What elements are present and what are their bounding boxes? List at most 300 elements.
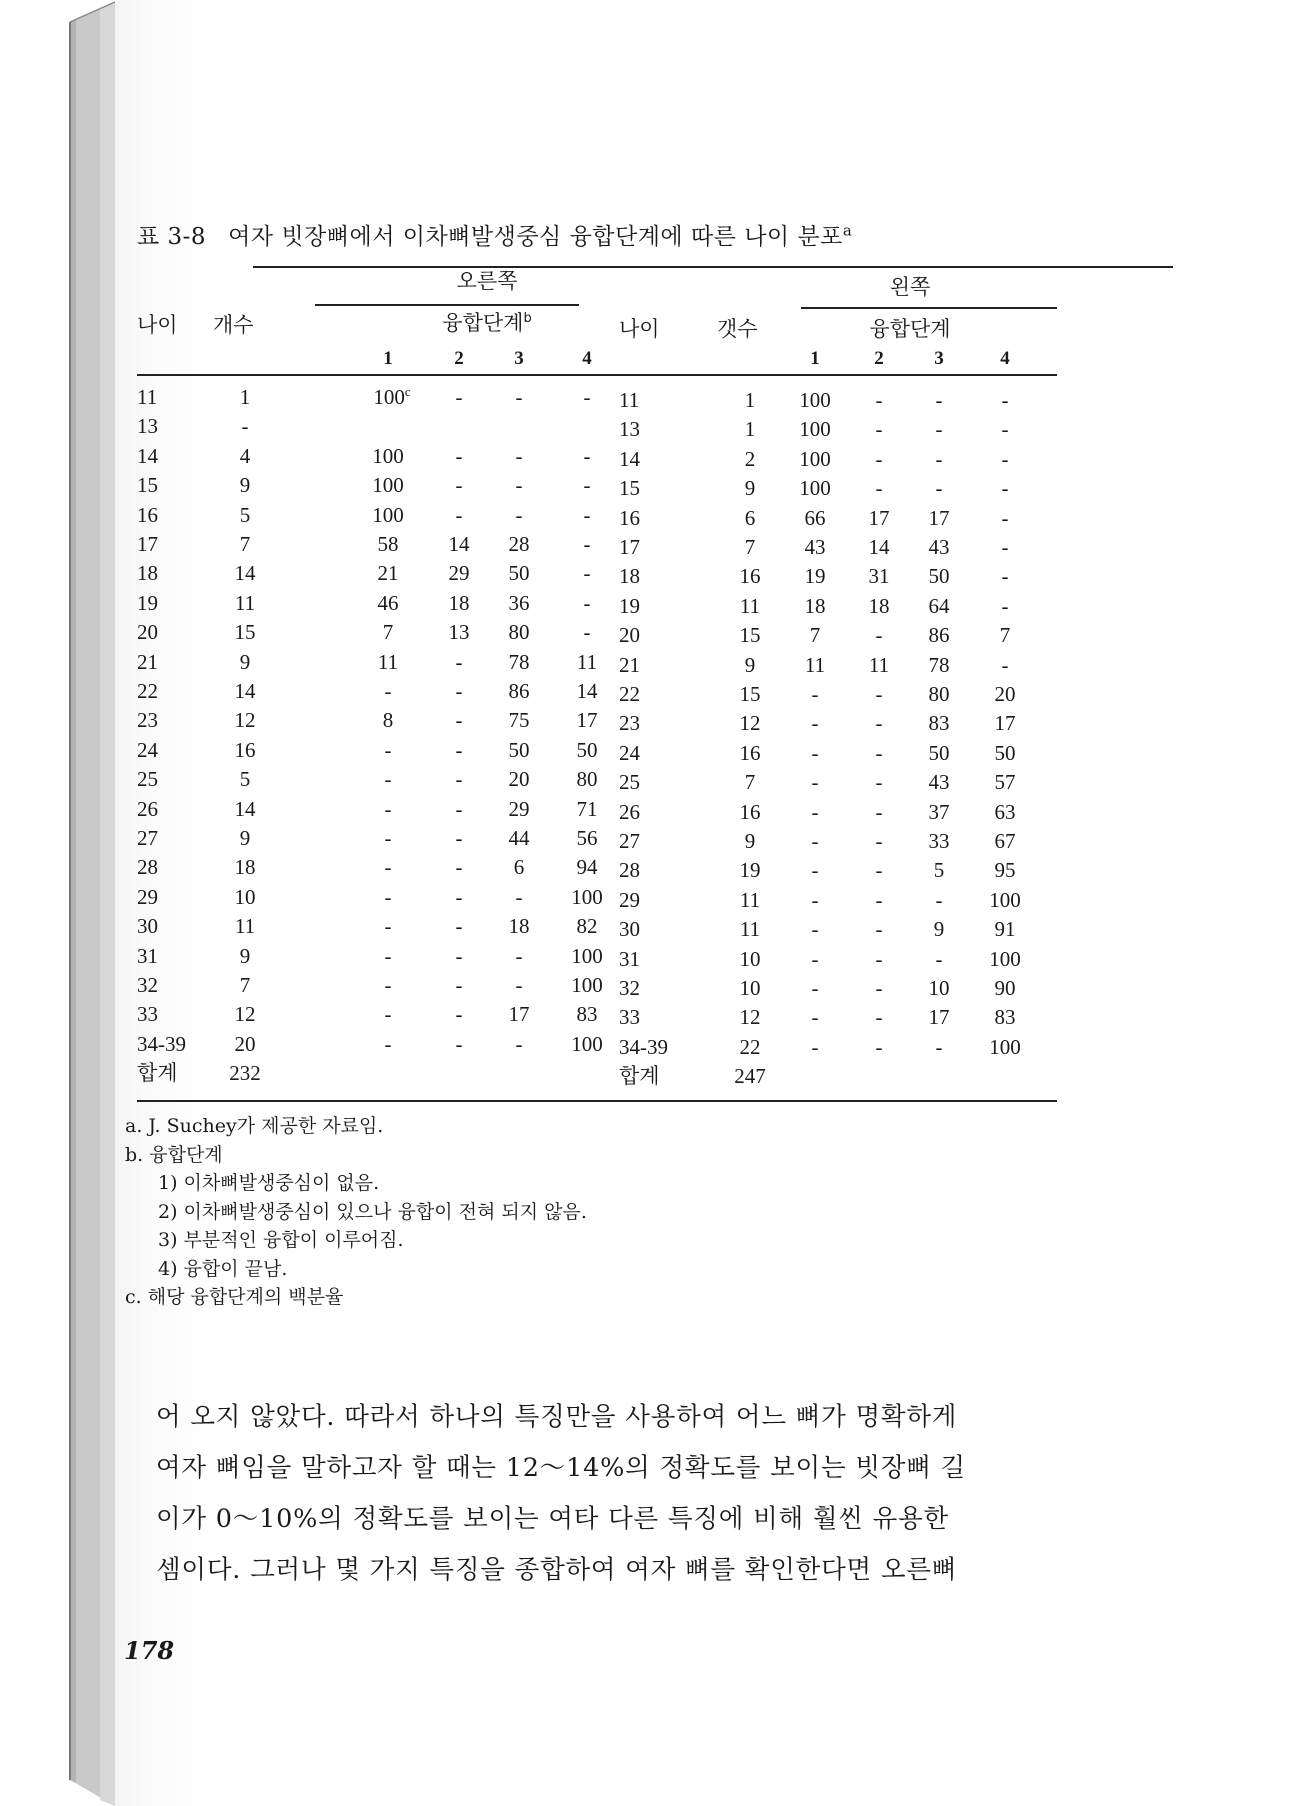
stage-value-right: -: [455, 796, 463, 821]
row-count-left: 11: [739, 887, 761, 912]
body-line: 여자 뼈임을 말하고자 할 때는 12～14%의 정확도를 보이는 빗장뼈 길: [156, 1453, 966, 1483]
row-age-right: 18: [137, 561, 158, 586]
row-age-right: 25: [137, 767, 158, 792]
stage-value-left: 37: [928, 799, 950, 824]
stage-value-right: -: [515, 1031, 523, 1056]
stage-value-left: -: [875, 711, 883, 736]
row-age-left: 15: [619, 476, 640, 501]
stage-value-right: 7: [382, 620, 394, 645]
row-age-right: 19: [137, 590, 158, 615]
stage-value-right: -: [384, 943, 392, 968]
stage-value-right: 100: [372, 443, 404, 468]
row-age-left: 24: [619, 740, 640, 765]
row-count-left: 11: [739, 593, 761, 618]
stage-number-left: 2: [874, 348, 884, 369]
stage-value-left: -: [811, 682, 819, 706]
stage-value-right: -: [455, 679, 463, 703]
row-count-right: 14: [234, 679, 256, 703]
stage-value-right: -: [583, 473, 591, 498]
stage-value-right: 100: [372, 502, 404, 527]
stage-value-right: 20: [508, 767, 530, 792]
footnote-line: 1) 이차뼈발생중심이 없음.: [158, 1172, 380, 1194]
stage-value-left: 100: [989, 1034, 1021, 1059]
stage-value-right: -: [455, 973, 463, 997]
stage-value-right: -: [515, 973, 523, 997]
stage-value-left: -: [875, 946, 883, 971]
stage-value-right: 46: [377, 590, 399, 615]
percent-footnote-mark: c: [404, 384, 411, 399]
row-count-right: 9: [239, 826, 251, 850]
table-footnotes: [125, 1112, 1025, 1312]
row-age-right: 21: [137, 649, 158, 674]
stage-value-right: -: [384, 767, 392, 792]
stage-value-right: 36: [508, 590, 530, 615]
stage-value-right: 100: [372, 473, 404, 498]
row-count-right: 14: [234, 561, 256, 586]
row-age-right: 14: [137, 443, 158, 468]
stage-value-left: 78: [928, 652, 950, 677]
stage-value-right: -: [455, 649, 463, 674]
row-count-right: 20: [234, 1031, 256, 1056]
row-age-left: 29: [619, 887, 640, 912]
stage-value-right: -: [515, 473, 523, 498]
stage-value-right: -: [384, 914, 392, 939]
stage-value-left: -: [1001, 564, 1009, 589]
row-count-right: 5: [239, 502, 251, 527]
stage-value-left: -: [875, 917, 883, 942]
stage-value-right: -: [515, 385, 523, 409]
count-header-left: 갯수: [717, 317, 758, 341]
stage-value-right: -: [384, 826, 392, 850]
row-count-left: 15: [739, 623, 761, 648]
stage-value-right: -: [455, 502, 463, 527]
stage-value-right: 28: [508, 532, 530, 556]
stage-value-left: 100: [799, 446, 831, 471]
stage-value-right: -: [515, 502, 523, 527]
footnote-line: 3) 부분적인 융합이 이루어짐.: [158, 1229, 404, 1251]
stage-value-left: 33: [928, 829, 950, 853]
row-age-left: 33: [619, 1005, 640, 1030]
stage-value-right: 18: [508, 914, 530, 939]
row-count-right: 7: [239, 532, 251, 556]
stage-value-right: 71: [576, 796, 598, 821]
stage-value-left: 50: [928, 740, 950, 765]
stage-value-right: 56: [576, 826, 598, 850]
stage-value-left: -: [811, 887, 819, 912]
stage-value-right: 80: [576, 767, 598, 792]
row-age-right: 29: [137, 884, 158, 909]
table-title: [137, 218, 1187, 251]
stage-value-left: 66: [804, 505, 826, 530]
row-count-right: 16: [234, 737, 256, 762]
row-age-right: 합계: [137, 1061, 178, 1086]
stage-value-right: -: [455, 826, 463, 850]
stage-value-left: -: [811, 1034, 819, 1059]
stage-number-left: 1: [810, 348, 820, 369]
row-count-left: 19: [739, 858, 761, 883]
stage-value-left: -: [1001, 652, 1009, 677]
row-count-left: 10: [739, 946, 761, 971]
row-age-left: 14: [619, 446, 640, 471]
stage-value-left: 100: [799, 476, 831, 501]
stage-value-left: -: [811, 858, 819, 883]
row-count-right: 11: [234, 914, 256, 939]
row-age-right: 30: [137, 914, 158, 939]
stage-value-right: -: [455, 767, 463, 792]
stage-value-right: 78: [508, 649, 530, 674]
stage-value-left: -: [875, 829, 883, 853]
row-age-right: 13: [137, 414, 158, 439]
row-age-right: 11: [137, 385, 158, 409]
row-age-left: 26: [619, 799, 640, 824]
row-count-left: 10: [739, 976, 761, 1000]
row-count-right: 10: [234, 884, 256, 909]
stage-value-right: -: [384, 737, 392, 762]
stage-header-right: 융합단계$^b$: [442, 311, 532, 335]
stage-value-right: -: [583, 620, 591, 645]
stage-value-right: 11: [377, 649, 399, 674]
footnote-line: a. J. Suchey가 제공한 자료임.: [125, 1115, 384, 1137]
stage-number-left: 3: [934, 348, 944, 369]
stage-value-right: -: [583, 385, 591, 409]
table-caption: 여자 빗장뼈에서 이차뼈발생중심 융합단계에 따른 나이 분포: [228, 224, 843, 250]
stage-value-right: -: [455, 385, 463, 409]
title-footnote-mark: a: [842, 221, 853, 240]
count-header-right: 개수: [213, 313, 254, 337]
row-age-left: 19: [619, 593, 640, 618]
row-age-left: 22: [619, 682, 640, 706]
stage-value-right: -: [583, 561, 591, 586]
row-count-right: 12: [234, 708, 256, 733]
right-side-header: 오른쪽: [456, 269, 518, 293]
stage-value-right: 11: [576, 649, 598, 674]
body-paragraph: [156, 1392, 1056, 1596]
right-side-rule: [315, 304, 579, 306]
stage-value-right: 50: [508, 737, 530, 762]
stage-number-left: 4: [1000, 348, 1010, 369]
row-count-left: 1: [744, 417, 756, 442]
row-count-left: 16: [739, 740, 761, 765]
row-age-left: 합계: [619, 1064, 660, 1089]
row-count-right: 9: [239, 473, 251, 498]
stage-value-left: -: [935, 388, 943, 412]
row-age-left: 21: [619, 652, 640, 677]
row-count-left: 9: [744, 476, 756, 501]
stage-value-right: 13: [448, 620, 470, 645]
stage-value-left: -: [875, 1034, 883, 1059]
row-age-right: 23: [137, 708, 158, 733]
row-age-right: 32: [137, 973, 158, 997]
stage-value-right: 14: [448, 532, 470, 556]
stage-number-right: 4: [582, 348, 592, 369]
stage-value-left: -: [935, 887, 943, 912]
row-count-left: 22: [739, 1034, 761, 1059]
row-count-left: 7: [744, 535, 756, 559]
left-side-header: 왼쪽: [889, 275, 931, 299]
stage-value-left: -: [1001, 476, 1009, 501]
stage-value-left: 18: [804, 593, 826, 618]
row-count-left: 12: [739, 1005, 761, 1030]
row-count-right: 14: [234, 796, 256, 821]
stage-value-right: -: [455, 855, 463, 880]
stage-value-left: -: [811, 829, 819, 853]
stage-value-right: -: [384, 679, 392, 703]
age-header-left: 나이: [619, 317, 660, 341]
row-age-right: 31: [137, 943, 158, 968]
stage-value-left: -: [1001, 446, 1009, 471]
stage-value-right: -: [455, 914, 463, 939]
stage-value-left: -: [935, 417, 943, 442]
row-age-left: 32: [619, 976, 640, 1000]
row-count-right: 1: [239, 385, 251, 409]
row-count-right: 7: [239, 973, 251, 997]
row-count-right: 9: [239, 649, 251, 674]
row-count-right: 15: [234, 620, 256, 645]
stage-value-right: -: [455, 737, 463, 762]
header-bottom-rule: [137, 374, 1057, 376]
stage-value-left: 31: [868, 564, 890, 589]
stage-value-left: 7: [999, 623, 1011, 648]
row-count-right: 11: [234, 590, 256, 615]
table-bottom-rule: [137, 1100, 1057, 1102]
row-age-left: 23: [619, 711, 640, 736]
body-line: 셈이다. 그러나 몇 가지 특징을 종합하여 여자 뼈를 확인한다면 오른뼈: [156, 1555, 958, 1585]
stage-value-right: 100: [571, 973, 603, 997]
row-age-left: 16: [619, 505, 640, 530]
stage-value-right: -: [384, 855, 392, 880]
stage-value-left: -: [875, 887, 883, 912]
stage-value-left: -: [875, 682, 883, 706]
row-age-right: 20: [137, 620, 158, 645]
stage-value-left: 9: [933, 917, 945, 942]
stage-value-left: 100: [799, 388, 831, 412]
stage-value-left: 80: [928, 682, 950, 706]
row-count-left: 7: [744, 770, 756, 795]
stage-footnote-mark: b: [523, 311, 532, 326]
stage-value-right: 21: [377, 561, 399, 586]
stage-value-left: 17: [994, 711, 1016, 736]
stage-value-right: -: [384, 884, 392, 909]
stage-number-right: 3: [514, 348, 524, 369]
stage-value-left: 100: [799, 417, 831, 442]
stage-value-left: 100: [989, 946, 1021, 971]
stage-value-right: 17: [576, 708, 598, 733]
footnote-line: 4) 융합이 끝남.: [158, 1257, 288, 1280]
stage-value-right: 29: [448, 561, 470, 586]
stage-value-right: -: [384, 1002, 392, 1027]
age-distribution-table: [137, 264, 1057, 1104]
row-age-right: 17: [137, 532, 158, 556]
row-age-left: 11: [619, 388, 640, 412]
stage-value-right: 80: [508, 620, 530, 645]
stage-value-right: -: [384, 796, 392, 821]
stage-value-left: 100: [989, 887, 1021, 912]
stage-value-right: 17: [508, 1002, 530, 1027]
row-age-right: 26: [137, 796, 158, 821]
stage-value-left: 17: [868, 505, 890, 530]
stage-value-right: 100: [571, 943, 603, 968]
stage-value-right: -: [583, 532, 591, 556]
stage-value-left: 19: [804, 564, 826, 589]
row-count-left: 247: [734, 1064, 766, 1089]
row-count-left: 15: [739, 682, 761, 706]
stage-value-left: 90: [994, 976, 1016, 1000]
stage-value-left: 86: [928, 623, 950, 648]
stage-value-left: 50: [928, 564, 950, 589]
stage-value-right: 100: [571, 884, 603, 909]
stage-value-left: 11: [868, 652, 890, 677]
stage-value-right: -: [583, 590, 591, 615]
left-side-rule: [801, 307, 1057, 309]
stage-value-left: -: [811, 917, 819, 942]
stage-value-right: 83: [576, 1002, 598, 1027]
stage-value-left: -: [935, 476, 943, 501]
stage-value-right: 44: [508, 826, 530, 850]
footnote-line: 2) 이차뼈발생중심이 있으나 융합이 전혀 되지 않음.: [158, 1200, 587, 1223]
footnote-line: b. 융합단계: [125, 1143, 223, 1166]
book-spine-edge: [0, 0, 118, 1806]
stage-value-right: 14: [576, 679, 598, 703]
row-age-right: 24: [137, 737, 158, 762]
row-count-right: 12: [234, 1002, 256, 1027]
stage-value-left: -: [875, 799, 883, 824]
stage-value-right: -: [515, 884, 523, 909]
stage-value-left: 83: [928, 711, 950, 736]
stage-value-left: 20: [994, 682, 1016, 706]
stage-value-left: 11: [804, 652, 826, 677]
stage-value-right: -: [384, 1031, 392, 1056]
stage-value-left: -: [811, 740, 819, 765]
row-age-right: 33: [137, 1002, 158, 1027]
stage-value-left: 7: [809, 623, 821, 648]
page-number: 178: [124, 1636, 175, 1665]
stage-value-left: 43: [928, 770, 950, 795]
stage-value-left: 91: [994, 917, 1016, 942]
row-count-left: 11: [739, 917, 761, 942]
row-count-left: 6: [744, 505, 756, 530]
stage-value-left: 18: [868, 593, 890, 618]
stage-value-left: 43: [804, 535, 826, 559]
footnote-line: c. 해당 융합단계의 백분율: [125, 1286, 344, 1308]
stage-value-right: -: [515, 943, 523, 968]
stage-value-right: 50: [508, 561, 530, 586]
row-count-right: 4: [239, 443, 251, 468]
stage-value-right: 58: [377, 532, 399, 556]
stage-value-left: -: [875, 1005, 883, 1030]
stage-value-left: 67: [994, 829, 1016, 853]
stage-value-left: 95: [994, 858, 1016, 883]
stage-value-left: -: [811, 799, 819, 824]
table-top-rule: [253, 266, 1173, 268]
stage-value-left: 14: [868, 535, 890, 559]
stage-value-left: -: [875, 476, 883, 501]
stage-value-right: -: [455, 943, 463, 968]
stage-value-right: 6: [513, 855, 525, 880]
stage-value-left: -: [1001, 505, 1009, 530]
stage-value-right: 94: [576, 855, 598, 880]
row-age-left: 34-39: [619, 1034, 668, 1059]
row-age-left: 20: [619, 623, 640, 648]
stage-number-right: 2: [454, 348, 464, 369]
stage-number-right: 1: [383, 348, 393, 369]
stage-value-right: -: [515, 443, 523, 468]
row-age-left: 13: [619, 417, 640, 442]
row-count-left: 12: [739, 711, 761, 736]
row-age-right: 27: [137, 826, 158, 850]
row-age-right: 28: [137, 855, 158, 880]
table-number: 표 3-8: [137, 224, 207, 250]
row-age-right: 34-39: [137, 1031, 186, 1056]
stage-value-right: 86: [508, 679, 530, 703]
stage-value-left: 43: [928, 535, 950, 559]
stage-value-left: 64: [928, 593, 950, 618]
stage-value-right: -: [455, 473, 463, 498]
stage-value-right: -: [455, 443, 463, 468]
stage-value-left: -: [1001, 388, 1009, 412]
stage-value-right: -: [583, 502, 591, 527]
stage-value-left: -: [875, 388, 883, 412]
stage-value-right: -: [455, 884, 463, 909]
stage-value-left: -: [875, 623, 883, 648]
row-count-right: 18: [234, 855, 256, 880]
stage-value-left: -: [811, 946, 819, 971]
row-count-left: 1: [744, 388, 756, 412]
stage-value-left: 83: [994, 1005, 1016, 1030]
stage-value-right: 50: [576, 737, 598, 762]
row-count-right: 5: [239, 767, 251, 792]
row-age-left: 28: [619, 858, 640, 883]
row-count-right: 9: [239, 943, 251, 968]
stage-value-left: -: [935, 446, 943, 471]
stage-value-right: 75: [508, 708, 530, 733]
stage-value-right: -: [455, 1031, 463, 1056]
stage-value-left: -: [935, 1034, 943, 1059]
row-age-right: 15: [137, 473, 158, 498]
stage-value-left: -: [811, 711, 819, 736]
stage-value-left: -: [1001, 593, 1009, 618]
body-line: 어 오지 않았다. 따라서 하나의 특징만을 사용하여 어느 뼈가 명확하게: [156, 1402, 958, 1432]
stage-value-right: 8: [382, 708, 394, 733]
stage-value-left: -: [875, 417, 883, 442]
stage-value-right: -: [455, 1002, 463, 1027]
stage-value-left: 63: [994, 799, 1016, 824]
stage-value-left: 50: [994, 740, 1016, 765]
stage-value-left: -: [875, 976, 883, 1000]
stage-value-right: 29: [508, 796, 530, 821]
stage-value-right: 100: [571, 1031, 603, 1056]
body-line: 이가 0～10%의 정확도를 보이는 여타 다른 특징에 비해 훨씬 유용한: [156, 1504, 949, 1534]
stage-value-left: 57: [994, 770, 1016, 795]
stage-value-left: -: [935, 946, 943, 971]
row-count-left: 2: [744, 446, 756, 471]
stage-value-left: -: [811, 976, 819, 1000]
row-count-left: 9: [744, 652, 756, 677]
stage-value-right: -: [455, 708, 463, 733]
row-count-left: 16: [739, 799, 761, 824]
row-count-right: -: [241, 414, 249, 439]
stage-value-left: -: [811, 770, 819, 795]
stage-value-right: 100$^c$: [373, 384, 411, 409]
stage-value-right: -: [384, 973, 392, 997]
stage-value-left: -: [1001, 535, 1009, 559]
stage-value-left: 10: [928, 976, 950, 1000]
stage-value-left: -: [875, 770, 883, 795]
stage-value-right: -: [583, 443, 591, 468]
row-age-left: 18: [619, 564, 640, 589]
stage-value-left: 5: [933, 858, 945, 883]
row-count-left: 9: [744, 829, 756, 853]
stage-value-left: 17: [928, 1005, 950, 1030]
